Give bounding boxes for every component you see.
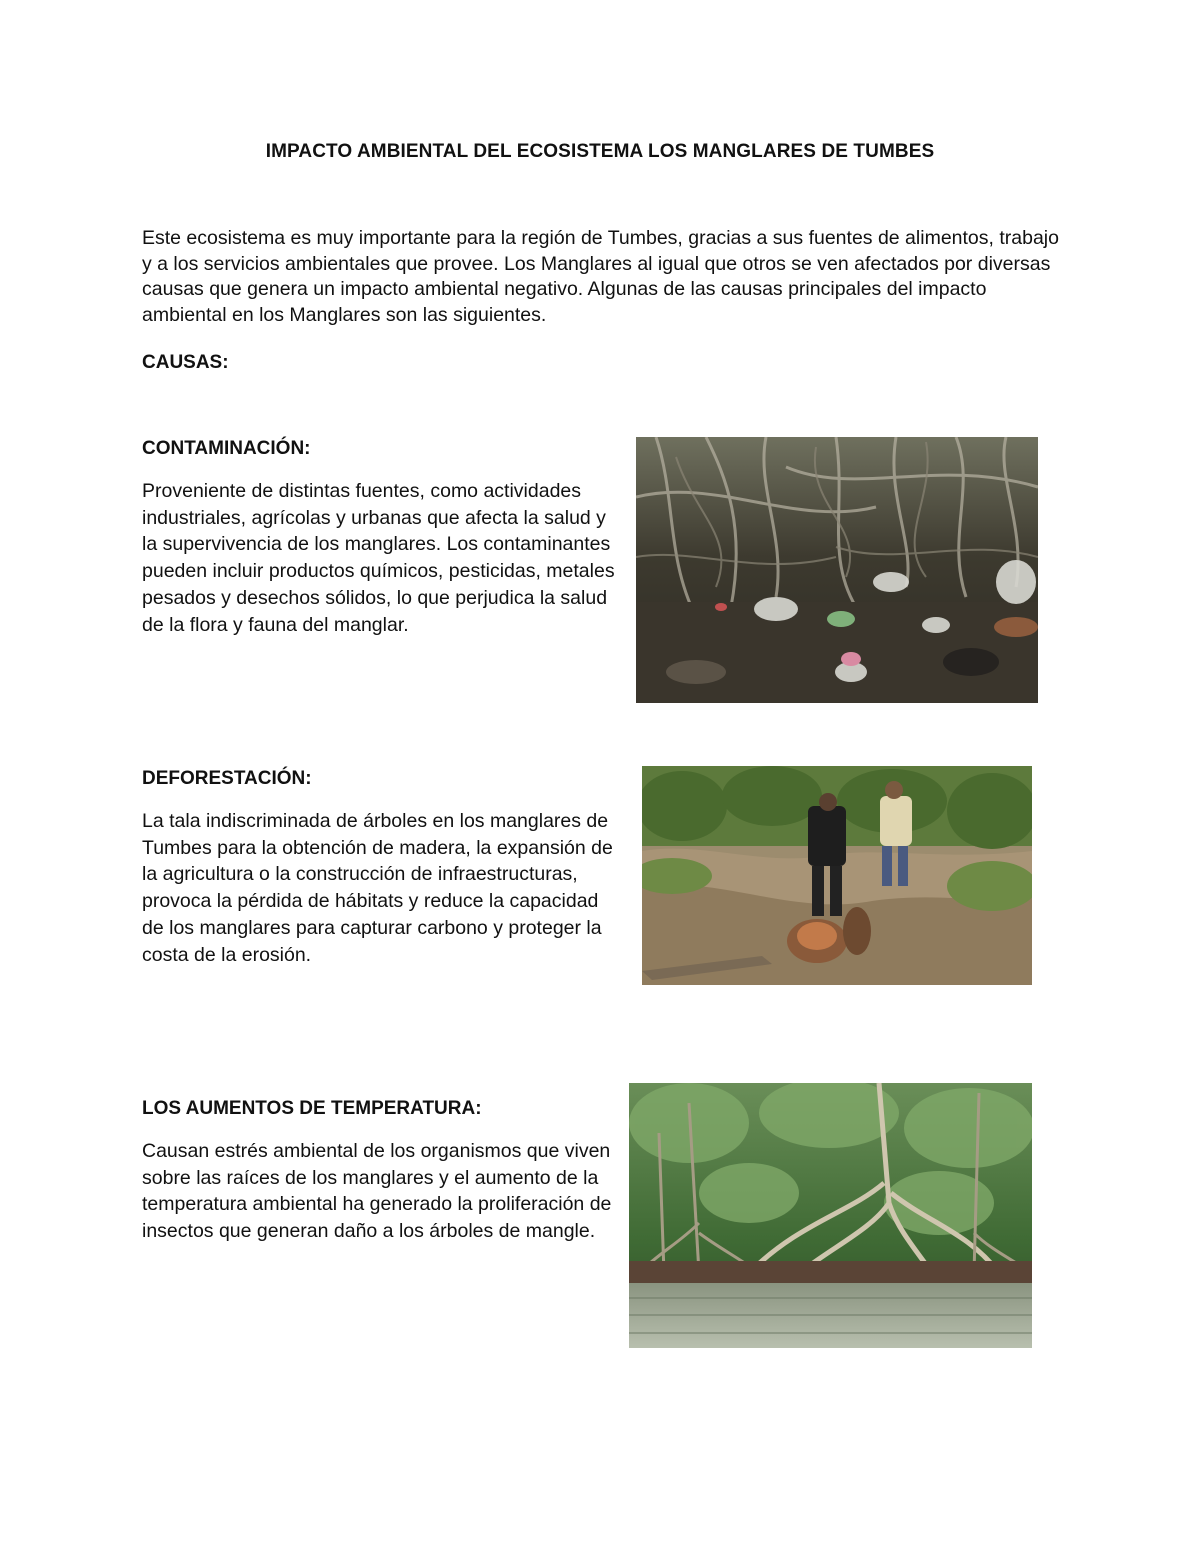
mangrove-roots-photo <box>629 1083 1032 1348</box>
section-heading-temperatura: LOS AUMENTOS DE TEMPERATURA: <box>142 1098 482 1119</box>
causes-heading: CAUSAS: <box>142 352 229 373</box>
document-title: IMPACTO AMBIENTAL DEL ECOSISTEMA LOS MANGLARES DE TUMBES <box>265 141 935 162</box>
section-heading-contaminacion: CONTAMINACIÓN: <box>142 438 311 459</box>
intro-paragraph: Este ecosistema es muy importante para la región de Tumbes, gracias a sus fuentes de alimentos, trabajo y a los servicios ambientales que provee. Los Manglares al igual que otros se ven afectados por diversas causas que genera un impacto ambiental negativo. Algunas de las causas principales del impacto ambiental en los Manglares son las siguientes. <box>142 227 1059 326</box>
deforestation-photo <box>642 766 1032 985</box>
section-body-temperatura: Causan estrés ambiental de los organismos que viven sobre las raíces de los manglares y el aumento de la temperatura ambiental ha generado la proliferación de insectos que generan daño a los árboles de mangle. <box>142 1140 612 1243</box>
mangrove-pollution-photo <box>636 437 1038 703</box>
section-body-deforestacion: La tala indiscriminada de árboles en los manglares de Tumbes para la obtención de madera, la expansión de la agricultura o la construcción de infraestructuras, provoca la pérdida de hábitats y reduce la capacidad de los manglares para capturar carbono y proteger la costa de la erosión. <box>142 810 613 966</box>
section-body-contaminacion: Proveniente de distintas fuentes, como actividades industriales, agrícolas y urbanas que afecta la salud y la supervivencia de los manglares. Los contaminantes pueden incluir productos químicos, pesticidas, metales pesados y desechos sólidos, lo que perjudica la salud de la flora y fauna del manglar. <box>142 480 615 636</box>
section-heading-deforestacion: DEFORESTACIÓN: <box>142 768 312 789</box>
